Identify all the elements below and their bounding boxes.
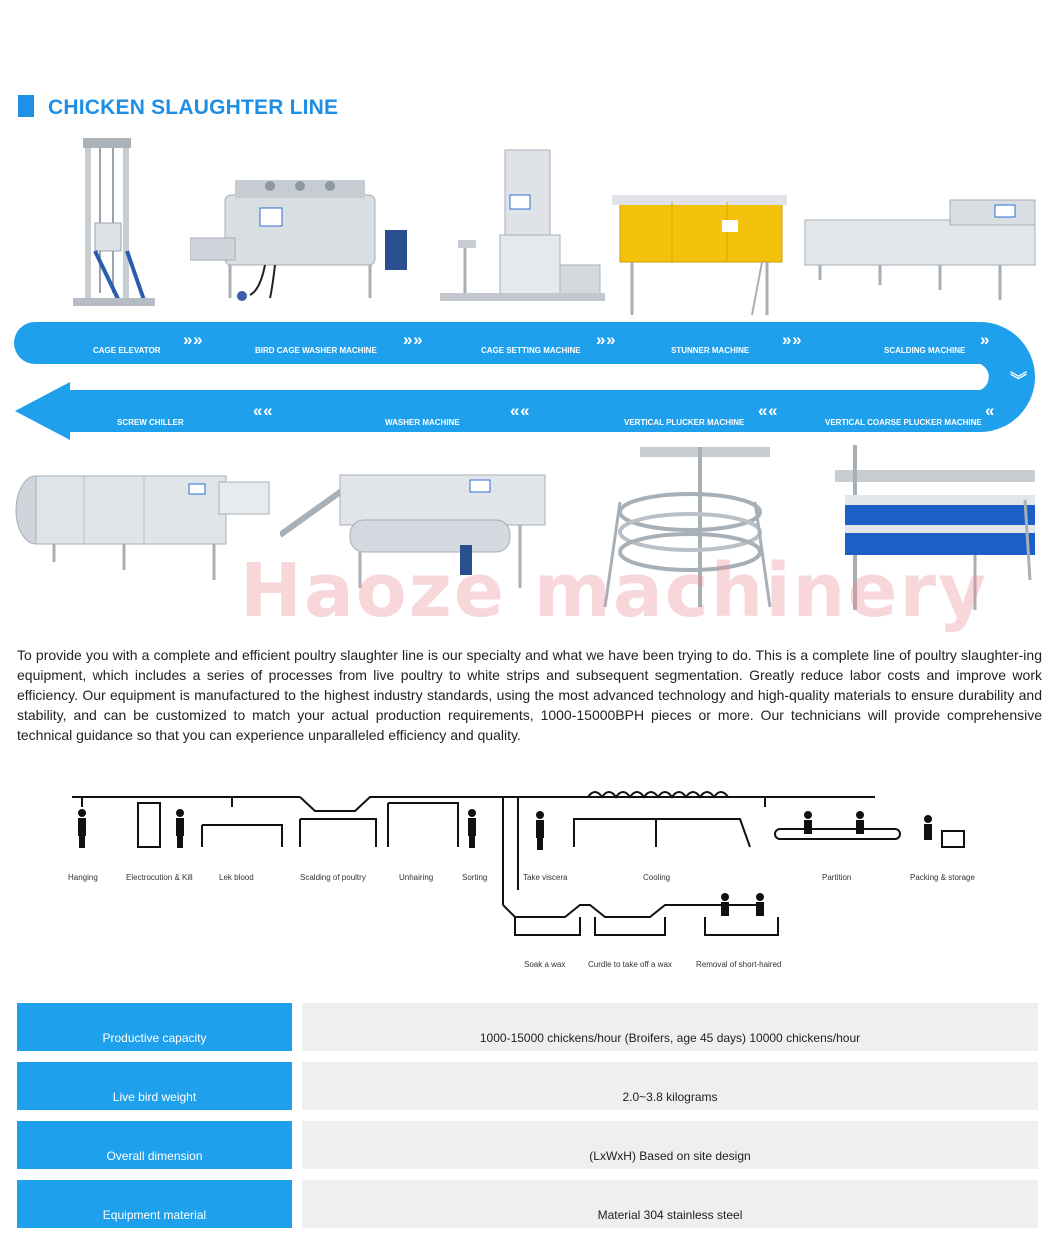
- chevron-down-icon: ︾: [1010, 371, 1025, 390]
- cage-elevator-image: [65, 133, 165, 313]
- bird-cage-washer-image: [190, 170, 420, 305]
- chevron-left-icon: «: [985, 401, 993, 420]
- process-label-scalding: Scalding of poultry: [300, 873, 366, 882]
- process-label-lek-blood: Lek blood: [219, 873, 254, 882]
- cage-setting-machine-image: [440, 145, 605, 310]
- flow-label-stunner: STUNNER MACHINE: [671, 346, 750, 355]
- chevron-left-icon: « «: [253, 401, 271, 420]
- flow-label-cage-elevator: CAGE ELEVATOR: [93, 346, 161, 355]
- screw-chiller-image: [14, 462, 274, 587]
- chevron-right-icon: » »: [596, 330, 614, 349]
- process-label-partition: Partition: [822, 873, 852, 882]
- watermark: Haoze machinery: [240, 548, 989, 634]
- page-title: CHICKEN SLAUGHTER LINE: [48, 96, 339, 119]
- spec-label-capacity: Productive capacity: [17, 1003, 292, 1051]
- scalding-machine-image: [800, 195, 1040, 305]
- spec-label-dimension: Overall dimension: [17, 1121, 292, 1169]
- spec-label-material: Equipment material: [17, 1180, 292, 1228]
- spec-value-material: Material 304 stainless steel: [302, 1180, 1038, 1228]
- process-label-short-haired: Removal of short-haired: [696, 960, 782, 969]
- chevron-right-icon: »: [980, 330, 988, 349]
- spec-label-weight: Live bird weight: [17, 1062, 292, 1110]
- flow-label-scalding: SCALDING MACHINE: [884, 346, 966, 355]
- chevron-left-icon: « «: [758, 401, 776, 420]
- spec-value-weight: 2.0~3.8 kilograms: [302, 1062, 1038, 1110]
- process-label-packing: Packing & storage: [910, 873, 975, 882]
- flow-label-washer: WASHER MACHINE: [385, 418, 460, 427]
- process-label-unhairing: Unhairing: [399, 873, 434, 882]
- process-label-cooling: Cooling: [643, 873, 671, 882]
- flow-label-bird-cage-washer: BIRD CAGE WASHER MACHINE: [255, 346, 377, 355]
- flow-label-vertical-coarse-plucker: VERTICAL COARSE PLUCKER MACHINE: [825, 418, 982, 427]
- chevron-right-icon: » »: [183, 330, 201, 349]
- stunner-machine-image: [612, 190, 787, 320]
- spec-value-dimension: (LxWxH) Based on site design: [302, 1121, 1038, 1169]
- process-diagram: [60, 785, 990, 945]
- spec-value-capacity: 1000-15000 chickens/hour (Broifers, age 45 days) 10000 chickens/hour: [302, 1003, 1038, 1051]
- header-accent-bar: [18, 95, 34, 117]
- process-label-sorting: Sorting: [462, 873, 488, 882]
- chevron-right-icon: » »: [403, 330, 421, 349]
- flow-label-cage-setting: CAGE SETTING MACHINE: [481, 346, 581, 355]
- description-paragraph: To provide you with a complete and efficient poultry slaughter line is our specialty and what we have been trying to do. This is a complete line of poultry slaughter-ing equipment, which includes a series of processes from live poultry to white strips and subsequent segmentation. Greatly reduce labor costs and improve work efficiency. Our equipment is manufactured to the highest industry standards, using the most advanced technology and high-quality materials to ensure durability and stability, and can be customized to match your actual production requirements, 1000-15000BPH pieces or more. Our technicians will provide comprehensive technical guidance so that you can experience unparalleled efficiency and quality.: [17, 647, 1042, 743]
- chevron-right-icon: » »: [782, 330, 800, 349]
- process-label-soak-wax: Soak a wax: [524, 960, 566, 969]
- chevron-left-icon: « «: [510, 401, 528, 420]
- flow-label-vertical-plucker: VERTICAL PLUCKER MACHINE: [624, 418, 745, 427]
- process-label-electrocution: Electrocution & Kill: [126, 873, 193, 882]
- process-label-curdle-wax: Curdle to take off a wax: [588, 960, 672, 969]
- flow-label-screw-chiller: SCREW CHILLER: [117, 418, 184, 427]
- process-label-take-viscera: Take viscera: [523, 873, 568, 882]
- process-label-hanging: Hanging: [68, 873, 98, 882]
